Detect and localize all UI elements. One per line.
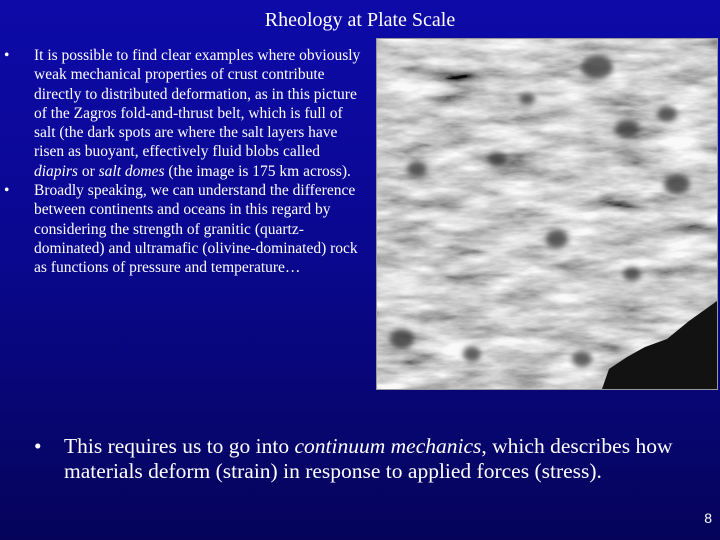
slide-title: Rheology at Plate Scale bbox=[264, 9, 456, 31]
bullet-item-continuum-mechanics bbox=[34, 434, 694, 484]
bullet-item-continents-oceans bbox=[4, 181, 364, 277]
bullet-text: , which describes how materials deform (strain) in response to applied forces (stress). bbox=[64, 434, 673, 483]
bullet-text: It is possible to find clear examples where obviously weak mechanical properties of crust contribute directly to distributed deformation, as in this picture of the Zagros fold-and-thrust belt, which is full of salt (the dark spots are where the salt layers have risen as buoyant, effectively fluid blobs called bbox=[34, 47, 361, 161]
bullet-text: (the image is 175 km across). bbox=[164, 162, 351, 180]
bullet-text: or bbox=[77, 162, 99, 180]
bullet-item-zagros bbox=[4, 46, 364, 181]
bullet-list bbox=[4, 46, 364, 278]
term-diapirs: diapirs bbox=[34, 162, 78, 180]
bullet-text: This requires us to go into bbox=[64, 434, 295, 458]
term-salt-domes: salt domes bbox=[98, 162, 165, 180]
term-continuum-mechanics: continuum mechanics bbox=[294, 434, 482, 458]
zagros-satellite-image bbox=[376, 38, 718, 390]
bottom-bullet-list bbox=[34, 434, 694, 484]
bullet-text: Broadly speaking, we can understand the difference between continents and oceans in this regard by considering the strength of granitic (quartz-dominated) and ultramafic (olivine-dominated) rock as functions of pressure and temperature… bbox=[34, 182, 358, 277]
page-number: 8 bbox=[704, 510, 712, 526]
